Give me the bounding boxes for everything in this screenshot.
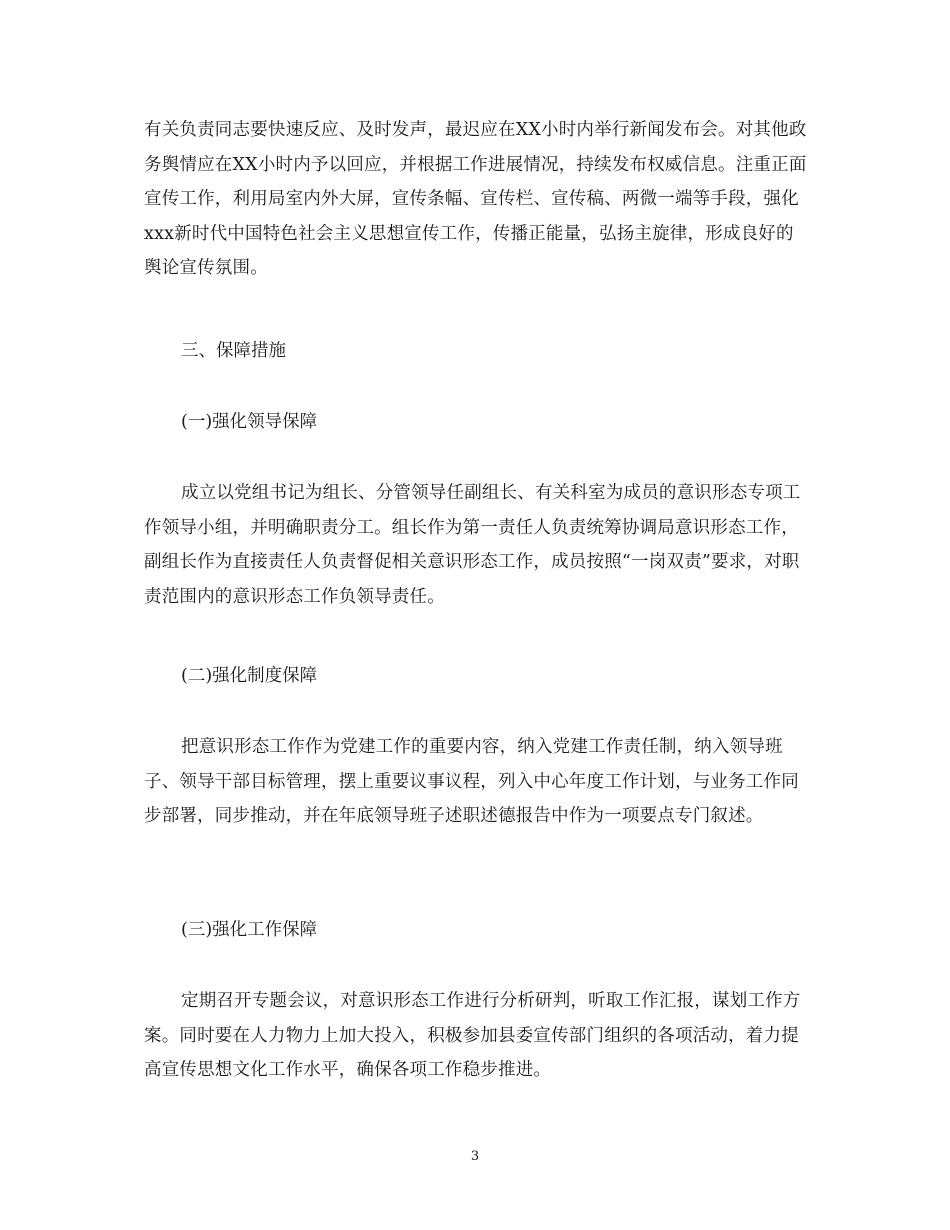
section-heading-safeguards: 三、保障措施 xyxy=(181,341,286,361)
subheading-work-guarantee: (三)强化工作保障 xyxy=(181,920,318,940)
paragraph-leadership-guarantee: 成立以党组书记为组长、分管领导任副组长、有关科室为成员的意识形态专项工作领导小组，并明确职责分工。组长作为第一责任人负责统筹协调局意识形态工作，副组长作为直接责任人负责督促相关意识形态工作，成员按照“一岗双责”要求，对职责范围内的意识形态工作负领导责任。 xyxy=(144,483,801,607)
paragraph-system-guarantee: 把意识形态工作作为党建工作的重要内容，纳入党建工作责任制，纳入领导班子、领导干部目标管理，摆上重要议事议程，列入中心年度工作计划，与业务工作同步部署，同步推动，并在年底领导班子述职述德报告中作为一项要点专门叙述。 xyxy=(144,737,799,826)
subheading-leadership-guarantee: (一)强化领导保障 xyxy=(181,412,318,432)
paragraph-work-guarantee: 定期召开专题会议，对意识形态工作进行分析研判，听取工作汇报，谋划工作方案。同时要在人力物力上加大投入，积极参加县委宣传部门组织的各项活动，着力提高宣传思想文化工作水平，确保各项工作稳步推进。 xyxy=(144,991,801,1080)
paragraph-public-opinion-response: 有关负责同志要快速反应、及时发声，最迟应在XX小时内举行新闻发布会。对其他政务舆情应在XX小时内予以回应，并根据工作进展情况，持续发布权威信息。注重正面宣传工作，利用局室内外大屏，宣传条幅、宣传栏、宣传稿、两微一端等手段，强化xxx新时代中国特色社会主义思想宣传工作，传播正能量，弘扬主旋律，形成良好的舆论宣传氛围。 xyxy=(144,120,807,278)
page-number: 3 xyxy=(470,1149,480,1164)
subheading-system-guarantee: (二)强化制度保障 xyxy=(181,666,318,686)
